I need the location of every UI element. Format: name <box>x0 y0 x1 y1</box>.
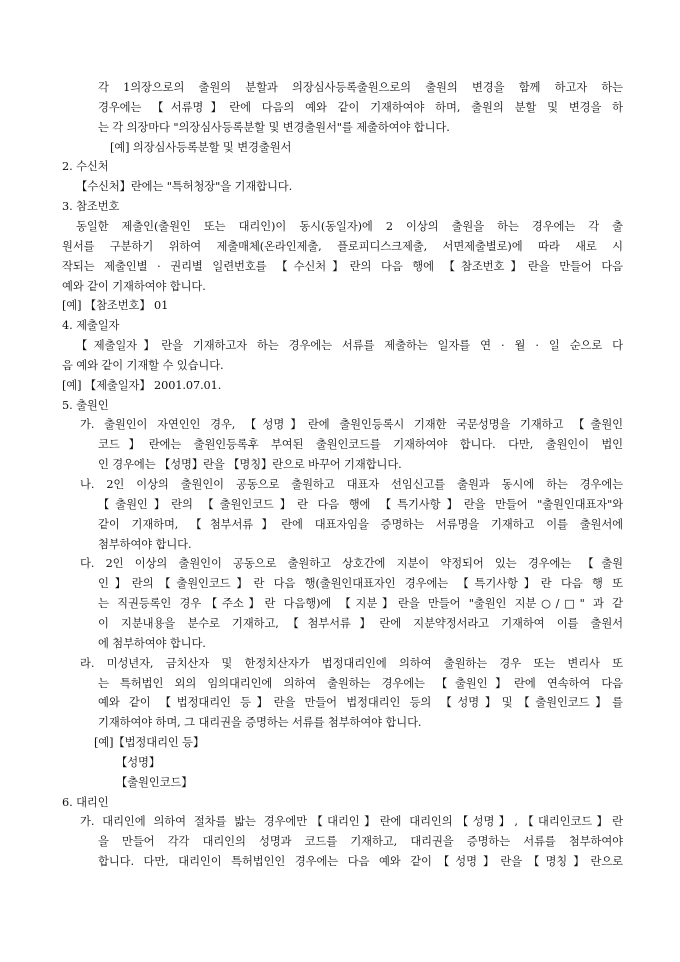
text-line: 이 지분내용을 분수로 기재하고,【첨부서류】란에 지분약정서라고 기재하여 이를 출원서 <box>98 616 623 630</box>
text-line: 을 만들어 각각 대리인의 성명과 코드를 기재하고, 대리권을 증명하는 서류를 첨부하여야 <box>98 835 623 849</box>
text-line: 4. 제출일자 <box>62 319 120 333</box>
text-line: 예와 같이 【법정대리인 등】란을 만들어 법정대리인 등의 【성명】및【출원인코드】를 <box>98 696 623 710</box>
text-line: 음 예와 같이 기재할 수 있습니다. <box>62 358 224 372</box>
text-line: 합니다. 다만, 대리인이 특허법인인 경우에는 다음 예와 같이【성명】란을【명칭】란으로 <box>98 855 623 869</box>
text-line: 작되는 제출인별 · 권리별 일련번호를 【수신처】란의 다음 행에 【참조번호】란을 만들어 다음 <box>62 259 623 273</box>
text-line: 6. 대리인 <box>62 795 109 809</box>
text-line: [예] 【제출일자】 2001.07.01. <box>62 378 222 392</box>
text-line: 기재하여야 하며, 그 대리권을 증명하는 서류를 첨부하여야 합니다. <box>98 716 422 730</box>
text-line: 【수신처】란에는 "특허청장"을 기재합니다. <box>76 180 293 194</box>
text-line: 【출원인코드】 <box>116 775 193 789</box>
text-line: 각 1의장으로의 출원의 분할과 의장심사등록출원으로의 출원의 변경을 함께 하고자 하는 <box>98 81 623 94</box>
text-line: 가. 대리인에 의하여 절차를 밟는 경우에만【대리인】란에 대리인의【성명】,【대리인코드】란 <box>80 815 623 829</box>
text-line: 원서를 구분하기 위하여 제출매체(온라인제출, 플로피디스크제출, 서면제출별로)에 따라 새로 시 <box>62 239 623 253</box>
text-line: 경우에는 【서류명】란에 다음의 예와 같이 기재하여야 하며, 출원의 분할 및 변경을 하 <box>98 100 623 114</box>
text-line: 첨부하여야 합니다. <box>98 537 192 551</box>
text-line: [예] 의장심사등록분할 및 변경출원서 <box>110 140 292 154</box>
text-line: 5. 출원인 <box>62 398 109 412</box>
text-line: 【제출일자】란을 기재하고자 하는 경우에는 서류를 제출하는 일자를 연 · 월 · 일 순으로 다 <box>76 339 623 353</box>
text-line: 코드】란에는 출원인등록후 부여된 출원인코드를 기재하여야 합니다. 다만, 출원인이 법인 <box>98 438 623 452</box>
text-line: 예와 같이 기재하여야 합니다. <box>62 279 206 293</box>
text-line: 【출원인】란의 【출원인코드】란 다음 행에 【특기사항】란을 만들어 "출원인대표자"와 <box>98 497 623 511</box>
text-line: 동일한 제출인(출원인 또는 대리인)이 동시(동일자)에 2 이상의 출원을 하는 경우에는 각 출 <box>76 219 623 233</box>
text-line: 라. 미성년자, 금치산자 및 한정치산자가 법정대리인에 의하여 출원하는 경우 또는 변리사 또 <box>80 656 623 670</box>
text-line: 는 특허법인 외의 임의대리인에 의하여 출원하는 경우에는 【출원인】란에 연속하여 다음 <box>98 676 623 690</box>
text-line: 【성명】 <box>116 755 161 769</box>
text-line: 는 직권등록인 경우【주소】란 다음행)에 【지분】란을 만들어 "출원인 지분○/□" 과 같 <box>98 597 623 611</box>
text-line: 인】란의【출원인코드】란 다음 행(출원인대표자인 경우에는 【특기사항】란 다음 행 또 <box>98 577 623 591</box>
text-line: 나. 2인 이상의 출원인이 공동으로 출원하고 대표자 선임신고를 출원과 동시에 하는 경우에는 <box>80 478 623 491</box>
text-line: 에 첨부하여야 합니다. <box>98 636 206 650</box>
text-line: 는 각 의장마다 "의장심사등록분할 및 변경출원서"를 제출하여야 합니다. <box>98 120 450 134</box>
text-line: 다. 2인 이상의 출원인이 공동으로 출원하고 상호간에 지분이 약정되어 있는 경우에는 【출원 <box>80 557 623 571</box>
text-line: 인 경우에는 【성명】란을 【명칭】란으로 바꾸어 기재합니다. <box>98 458 402 472</box>
text-line: [예] 【참조번호】 01 <box>62 299 169 313</box>
text-line: 가. 출원인이 자연인인 경우, 【성명】란에 출원인등록시 기재한 국문성명을 기재하고 【출원인 <box>80 418 623 432</box>
text-line: 2. 수신처 <box>62 160 109 174</box>
text-line: 같이 기재하며, 【첨부서류】란에 대표자임을 증명하는 서류명을 기재하고 이를 출원서에 <box>98 517 623 531</box>
text-line: 3. 참조번호 <box>62 200 120 214</box>
text-line: [예]【법정대리인 등】 <box>94 736 205 750</box>
